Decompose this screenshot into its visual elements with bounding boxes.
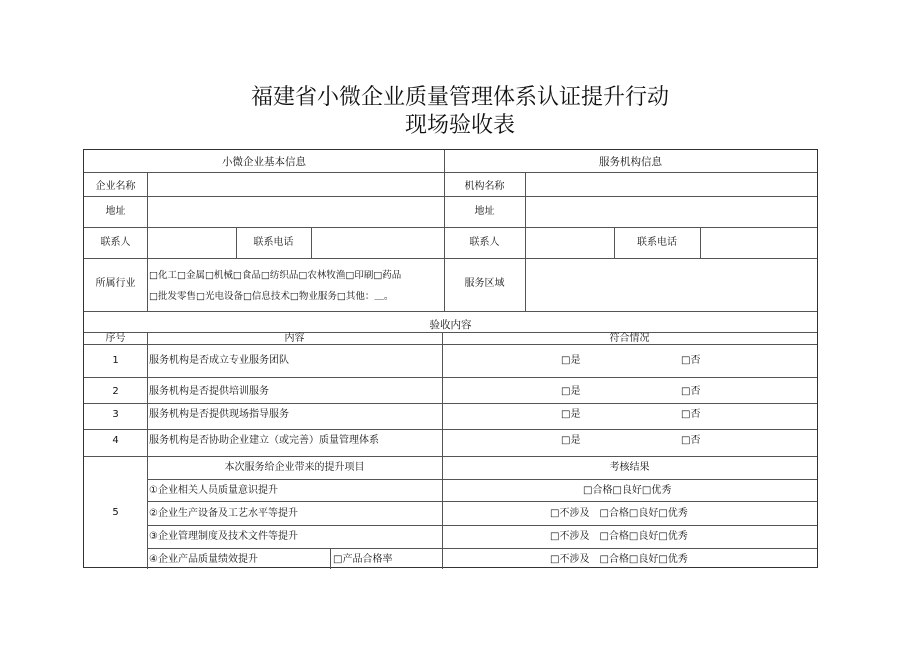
improvement-item: ①企业相关人员质量意识提升 bbox=[149, 485, 278, 496]
result-options[interactable]: □不涉及 □合格□良好□优秀 bbox=[550, 554, 688, 565]
row-divider bbox=[147, 548, 817, 549]
row-divider bbox=[84, 227, 817, 228]
yes-checkbox[interactable]: □是 bbox=[561, 409, 581, 420]
col-divider bbox=[147, 332, 148, 569]
result-options[interactable]: □合格□良好□优秀 bbox=[583, 485, 672, 496]
row-divider bbox=[147, 501, 817, 502]
row-number: 2 bbox=[112, 386, 119, 397]
industry-options-line2: □批发零售□光电设备□信息技术□物业服务□其他：＿。 bbox=[149, 291, 394, 302]
row-content: 服务机构是否成立专业服务团队 bbox=[149, 355, 289, 366]
industry-options-line1: □化工□金属□机械□食品□纺织品□农林牧渔□印刷□药品 bbox=[149, 270, 402, 281]
contact-label-left: 联系人 bbox=[100, 237, 131, 248]
content-col-header: 内容 bbox=[284, 333, 305, 344]
org-name-label: 机构名称 bbox=[464, 181, 505, 192]
no-checkbox[interactable]: □否 bbox=[681, 409, 701, 420]
row-divider bbox=[84, 377, 817, 378]
industry-label: 所属行业 bbox=[95, 278, 136, 289]
row-divider bbox=[147, 525, 817, 526]
company-name-label: 企业名称 bbox=[95, 181, 136, 192]
phone-label-left: 联系电话 bbox=[253, 237, 294, 248]
basic-info-header: 小微企业基本信息 bbox=[222, 156, 306, 168]
service-area-label: 服务区域 bbox=[464, 278, 505, 289]
row-number: 3 bbox=[112, 409, 119, 420]
improvement-item: ④企业产品质量绩效提升 bbox=[149, 554, 258, 565]
assessment-result-header: 考核结果 bbox=[609, 462, 650, 473]
row-number: 5 bbox=[112, 507, 119, 518]
yes-checkbox[interactable]: □是 bbox=[561, 435, 581, 446]
row-divider bbox=[84, 429, 817, 430]
row-divider bbox=[84, 172, 817, 173]
phone-label-right: 联系电话 bbox=[637, 237, 677, 248]
no-checkbox[interactable]: □否 bbox=[681, 386, 701, 397]
acceptance-form-table bbox=[83, 149, 818, 568]
no-checkbox[interactable]: □否 bbox=[681, 435, 701, 446]
address-label-right: 地址 bbox=[474, 206, 495, 217]
seq-col-header: 序号 bbox=[105, 333, 126, 344]
improvement-item: ②企业生产设备及工艺水平等提升 bbox=[149, 508, 298, 519]
row-content: 服务机构是否提供培训服务 bbox=[149, 386, 269, 397]
row-content: 服务机构是否协助企业建立（或完善）质量管理体系 bbox=[149, 435, 379, 446]
form-title-line1: 福建省小微企业质量管理体系认证提升行动 bbox=[250, 85, 669, 110]
yes-checkbox[interactable]: □是 bbox=[561, 355, 581, 366]
row-divider bbox=[147, 479, 817, 480]
contact-label-right: 联系人 bbox=[469, 237, 500, 248]
col-divider bbox=[525, 172, 526, 311]
row-divider bbox=[84, 456, 817, 457]
col-divider bbox=[330, 548, 331, 569]
yes-checkbox[interactable]: □是 bbox=[561, 386, 581, 397]
result-options[interactable]: □不涉及 □合格□良好□优秀 bbox=[550, 508, 688, 519]
product-pass-rate-checkbox[interactable]: □产品合格率 bbox=[333, 554, 393, 565]
service-org-header: 服务机构信息 bbox=[599, 156, 662, 168]
row-divider bbox=[84, 311, 817, 312]
row-divider bbox=[84, 258, 817, 259]
no-checkbox[interactable]: □否 bbox=[681, 355, 701, 366]
improvement-items-header: 本次服务给企业带来的提升项目 bbox=[224, 462, 365, 473]
col-divider bbox=[147, 172, 148, 311]
result-options[interactable]: □不涉及 □合格□良好□优秀 bbox=[550, 531, 688, 542]
col-divider bbox=[311, 227, 312, 258]
row-divider bbox=[84, 403, 817, 404]
col-divider bbox=[442, 332, 443, 569]
row-number: 4 bbox=[112, 435, 119, 446]
row-divider bbox=[84, 196, 817, 197]
improvement-item: ③企业管理制度及技术文件等提升 bbox=[149, 531, 298, 542]
acceptance-header: 验收内容 bbox=[429, 319, 472, 331]
col-divider bbox=[700, 227, 701, 258]
address-label-left: 地址 bbox=[105, 206, 126, 217]
compliance-col-header: 符合情况 bbox=[609, 333, 650, 344]
form-title-line2: 现场验收表 bbox=[404, 113, 515, 138]
row-content: 服务机构是否提供现场指导服务 bbox=[149, 409, 289, 420]
row-number: 1 bbox=[112, 355, 119, 366]
